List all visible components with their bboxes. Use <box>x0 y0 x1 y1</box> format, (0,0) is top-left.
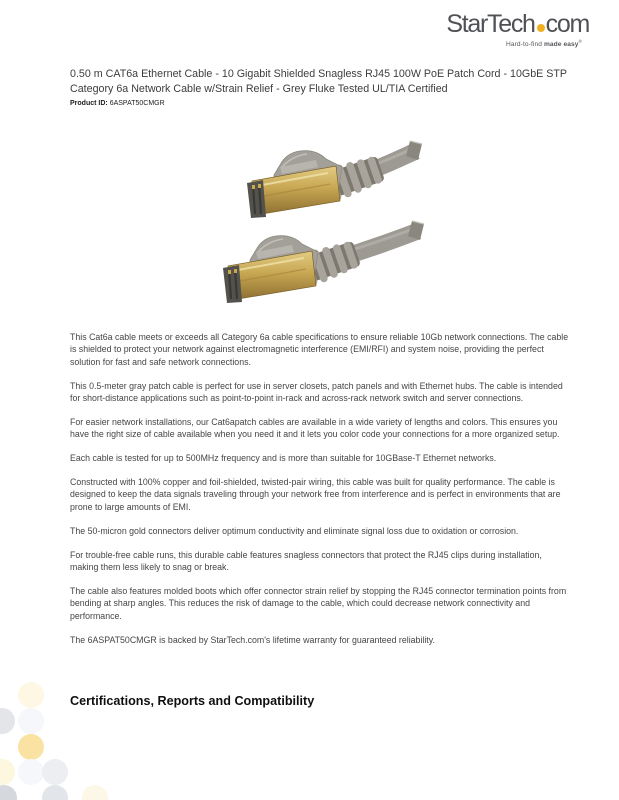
product-id <box>70 100 165 107</box>
description-paragraph: The cable also features molded boots which offer connector strain relief by stopping the RJ45 connector termination points from bending at sharp angles. This reduces the risk of damage to the cable, which could decrease network connectivity and performance. <box>70 585 567 621</box>
decor-circle <box>42 785 68 800</box>
description-paragraph: For easier network installations, our Cat6apatch cables are available in a wide variety of lengths and colors. This ensures you have the right size of cable available when you need it and it lets you color code your connections for a more organized setup. <box>70 416 560 440</box>
logo-brand-suffix: com <box>545 10 589 38</box>
decor-circle <box>18 708 44 734</box>
rj45-connector-top <box>247 151 386 218</box>
decor-circle <box>42 759 68 785</box>
logo-brand: StarTech <box>446 10 535 38</box>
rj45-connector-bottom <box>223 236 362 303</box>
page-title: 0.50 m CAT6a Ethernet Cable - 10 Gigabit Shielded Snagless RJ45 100W PoE Patch Cord - 10GbE STP Category 6a Network Cable w/Strain Relief - Grey Fluke Tested UL/TIA Certified <box>70 68 567 95</box>
product-id-value: 6ASPAT50CMGR <box>109 100 165 107</box>
decorative-circles <box>0 650 140 800</box>
section-heading: Certifications, Reports and Compatibility <box>70 694 315 708</box>
description-paragraph: This 0.5-meter gray patch cable is perfect for use in server closets, patch panels and with Ethernet hubs. The cable is intended for short-distance applications such as point-to-point in-rack and across-rack network switch and server connections. <box>70 380 563 403</box>
description-paragraph: For trouble-free cable runs, this durable cable features snagless connectors that protect the RJ45 clips during installation, making them less likely to snag or break. <box>70 549 542 573</box>
decor-circle <box>0 759 15 785</box>
description-paragraph: The 50-micron gold connectors deliver optimum conductivity and eliminate signal loss due to oxidation or corrosion. <box>70 525 519 536</box>
description-paragraph: The 6ASPAT50CMGR is backed by StarTech.com's lifetime warranty for guaranteed reliability. <box>70 634 435 645</box>
cable-photo-svg <box>222 125 432 339</box>
decor-circle <box>82 785 108 800</box>
decor-circle <box>18 682 44 708</box>
description-paragraph: Constructed with 100% copper and foil-shielded, twisted-pair wiring, this cable was built for quality performance. The cable is designed to keep the data signals traveling through your network free from interference and is perfect in environments that are prone to large amounts of EMI. <box>70 477 561 512</box>
product-photo <box>222 125 432 339</box>
logo-tagline: Hard-to-find made easy® <box>505 39 582 49</box>
decor-circle <box>0 708 15 734</box>
startech-logo <box>446 12 589 48</box>
decor-circle <box>18 759 44 785</box>
decor-circle <box>18 734 44 760</box>
description-paragraph: Each cable is tested for up to 500MHz frequency and is more than suitable for 10GBase-T Ethernet networks. <box>70 453 497 464</box>
product-id-label: Product ID: <box>70 100 108 107</box>
logo-dot-icon <box>537 24 545 32</box>
decor-circle <box>0 785 17 800</box>
startech-logo-text <box>446 12 589 37</box>
description-paragraph: This Cat6a cable meets or exceeds all Category 6a cable specifications to ensure reliable 10Gb network connections. The cable is shielded to protect your network against electromagnetic interference (EMI/RFI) and system noise, providing the perfect solution for fast and safe network connections. <box>70 332 569 367</box>
product-description <box>70 331 570 658</box>
